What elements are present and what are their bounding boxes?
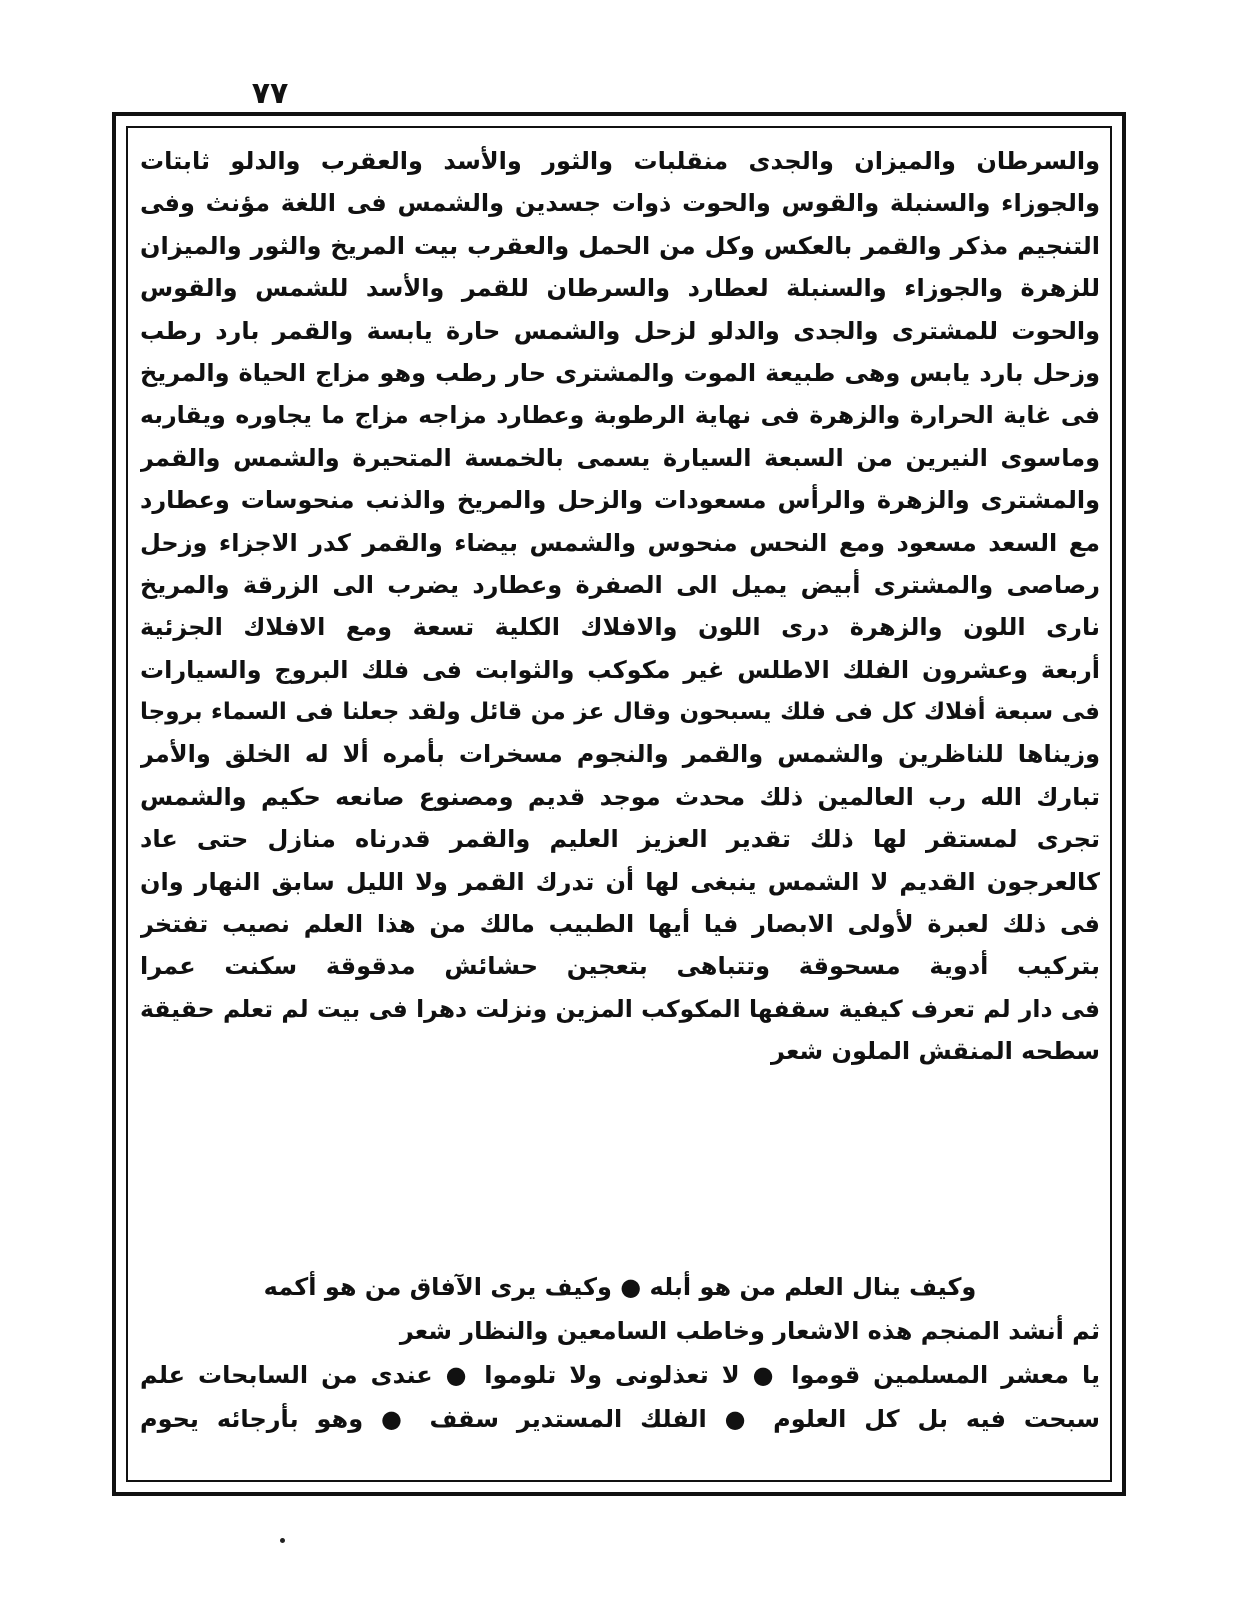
text-line: رصاصى والمشترى أبيض يميل الى الصفرة وعطارد يضرب الى الزرقة والمريخ (140, 570, 1100, 599)
text-line: وزيناها للناظرين والشمس والقمر والنجوم مسخرات بأمره ألا له الخلق والأمر (140, 740, 1100, 769)
verse-line: يا معشر المسلمين قوموا ● لا تعذلونى ولا تلوموا ● عندى من السابحات علم (140, 1361, 1100, 1389)
text-line: للزهرة والجوزاء والسنبلة لعطارد والسرطان للقمر والأسد للشمس والقوس (140, 274, 1100, 303)
text-line: والسرطان والميزان والجدى منقلبات والثور والأسد والعقرب والدلو ثابتات (140, 147, 1100, 175)
text-line: التنجيم مذكر والقمر بالعكس وكل من الحمل والعقرب بيت المريخ والثور والميزان (140, 231, 1100, 260)
text-line: والحوت للمشترى والجدى والدلو لزحل والشمس حارة يابسة والقمر بارد رطب (140, 316, 1100, 345)
text-line: وزحل بارد يابس وهى طبيعة الموت والمشترى حار رطب وهو مزاج الحياة والمريخ (140, 358, 1100, 387)
text-line: وماسوى النيرين من السبعة السيارة يسمى بالخمسة المتحيرة والشمس والقمر (140, 443, 1100, 472)
text-line: أربعة وعشرون الفلك الاطلس غير مكوكب والثوابت فى فلك البروج والسيارات (140, 655, 1100, 684)
body-text (140, 140, 1100, 1073)
text-line: كالعرجون القديم لا الشمس ينبغى لها أن تدرك القمر ولا الليل سابق النهار وان (140, 867, 1100, 896)
page-number: ٧٧ (251, 76, 289, 111)
text-line: والجوزاء والسنبلة والقوس والحوت ذوات جسدين والشمس فى اللغة مؤنث وفى (140, 189, 1100, 218)
text-line: فى دار لم تعرف كيفية سقفها المكوكب المزين ونزلت دهرا فى بيت لم تعلم حقيقة (140, 994, 1100, 1023)
verse-section (140, 1265, 1100, 1441)
text-line: مع السعد مسعود ومع النحس منحوس والشمس بيضاء والقمر كدر الاجزاء وزحل (140, 528, 1100, 557)
text-line: فى سبعة أفلاك كل فى فلك يسبحون وقال عز من قائل ولقد جعلنا فى السماء بروجا (140, 699, 1100, 726)
text-line: فى غاية الحرارة والزهرة فى نهاية الرطوبة وعطارد مزاجه مزاج ما يجاوره ويقاربه (140, 401, 1100, 430)
text-line: بتركيب أدوية مسحوقة وتتباهى بتعجين حشائش مدقوقة سكنت عمرا (140, 952, 1100, 981)
verse-line: ثم أنشد المنجم هذه الاشعار وخاطب السامعين والنظار شعر (399, 1317, 1100, 1345)
stray-dot-mark (280, 1538, 285, 1543)
text-line: سطحه المنقش الملون شعر (771, 1037, 1100, 1066)
verse-line: سبحت فيه بل كل العلوم ● الفلك المستدير سقف ● وهو بأرجائه يحوم (140, 1405, 1100, 1433)
text-line: تبارك الله رب العالمين ذلك محدث موجد قديم ومصنوع صانعه حكيم والشمس (140, 782, 1100, 811)
text-line: تجرى لمستقر لها ذلك تقدير العزيز العليم والقمر قدرناه منازل حتى عاد (140, 825, 1100, 854)
verse-line: وكيف ينال العلم من هو أبله ● وكيف يرى الآفاق من هو أكمه (263, 1273, 977, 1301)
text-line: فى ذلك لعبرة لأولى الابصار فيا أيها الطبيب مالك من هذا العلم نصيب تفتخر (140, 910, 1100, 939)
text-line: والمشترى والزهرة والرأس مسعودات والزحل والمريخ والذنب منحوسات وعطارد (140, 486, 1100, 515)
text-line: نارى اللون والزهرة درى اللون والافلاك الكلية تسعة ومع الافلاك الجزئية (140, 613, 1100, 642)
